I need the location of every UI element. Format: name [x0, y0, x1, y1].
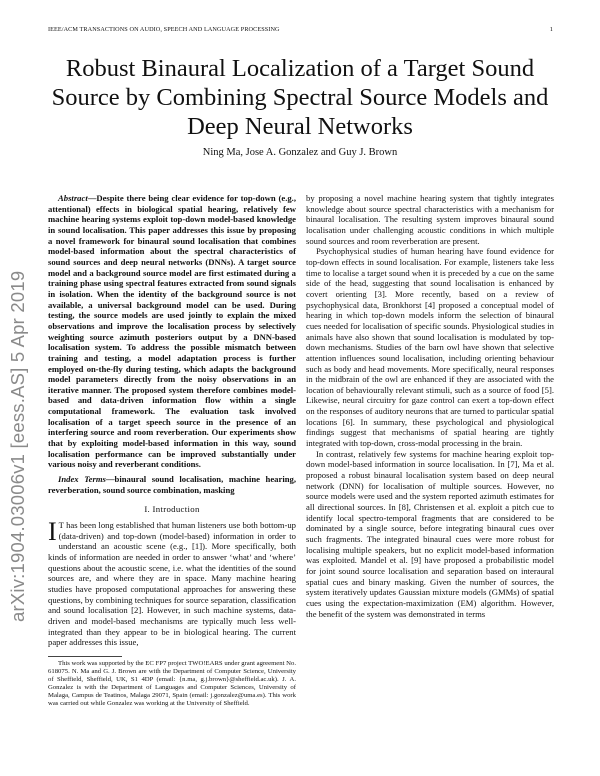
- dropcap: I: [48, 517, 57, 547]
- abstract-label: Abstract: [58, 193, 88, 203]
- left-column: [48, 193, 296, 708]
- authors: Ning Ma, Jose A. Gonzalez and Guy J. Brown: [202, 147, 398, 158]
- right-paragraph-3: In contrast, relatively few systems for machine hearing exploit top-down model-based information in source localisation. In [7], Ma et al. proposed a robust binaural localisation system based on deep neural network (DNN) for localisation of multiple sources. However, no source models were used and the system reported azimuth estimates for all directional sources. In [8], Christensen et al. exploit a pitch cue to identify local spectro-temporal fragments that are considered to be dominated by a single source, before integrating binaural cues over such fragments. The integrated binaural cues were more robust for localising multiple speakers, but no explicit model-based information was exploited. Mandel et al. [9] have proposed a probabilistic model for joint sound source localisation and separation based on interaural spatial cues and binary masking. Given the number of sources, the system iteratively updates Gaussian mixture models (GMMs) of spatial cues using the expectation-maximization (EM) algorithm. However, the benefit of the system was demonstrated in terms: [306, 448, 554, 619]
- index-terms-label: Index Terms: [58, 474, 106, 485]
- section-heading-introduction: I. Introduction: [144, 504, 200, 515]
- footnote-rule: [48, 656, 122, 657]
- index-terms-text: —binaural sound localisation, machine hearing, reverberation, sound source combination, masking: [48, 474, 296, 495]
- intro-paragraph-text: T has been long established that human listeners use both bottom-up (data-driven) and top-down (model-based) information in order to understand an acoustic scene (e.g., [1]). More specifically, both kinds of information are needed in order to answer ‘what’ and ‘where’ questions about the acoustic scene, i.e. what the identities of the sound sources are, and where they are in space. Many machine hearing studies have proposed computational approaches for answering these questions, by combining techniques for source separation, classification and sound localisation [2]. However, in such machine systems, data-driven and model-based mechanisms are typically much less well-integrated than they appear to be in biological hearing. The current paper addresses this issue,: [48, 520, 296, 648]
- footnote: This work was supported by the EC FP7 project TWO!EARS under grant agreement No. 618075. N. Ma and G. J. Brown are with the Department of Computer Science, University of Sheffield, Sheffield, UK, S1 4DP (email: {n.ma, g.j.brown}@sheffield.ac.uk). J. A. Gonzalez is with the Department of Languages and Computer Sciences, University of Malaga, Campus de Teatinos, Malaga 29071, Spain (email: j.gonzalez@uma.es). This work was carried out while Gonzalez was working at the University of Sheffield.: [48, 659, 296, 707]
- right-paragraph-1: by proposing a novel machine hearing system that tightly integrates knowledge about source spectral characteristics with a mechanism for binaural localisation. The resulting system improves binaural sound localisation under challenging acoustic conditions in which multiple sound sources and room reverberation are present.: [306, 193, 554, 246]
- right-paragraph-2: Psychophysical studies of human hearing have found evidence for top-down effects in sound localisation. For example, listeners take less time to localise a target sound when it is preceded by a cue on the same side of the head, suggesting that sound localisation is enhanced by covert orienting [3]. More recently, based on a review of psychophysical data, Bronkhorst [4] proposed a conceptual model of hearing in which top-down models inform the selection of binaural cues needed for localisation of specific sounds. Physiological studies in animals have also shown that sound localisation is modulated by top-down mechanisms. Studies of the barn owl have shown that selective attention influences sound localisation, including orienting behaviour such as body and head movements. More specifically, neural responses in the midbrain of the owl are enhanced if they are associated with the location of behaviourally relevant stimuli, such as a source of food [5]. Likewise, neural circuitry for gaze control can exert a top-down effect on the responses of auditory neurons that are turned to particular spatial locations [6]. In summary, these psychological and physiological findings suggest that mechanisms of spatial hearing are tightly integrated with top-down, cross-modal processing in the brain.: [306, 246, 554, 449]
- abstract: [48, 193, 296, 470]
- arxiv-stamp: arXiv:1904.03006v1 [eess.AS] 5 Apr 2019: [7, 270, 28, 622]
- right-column: [306, 193, 554, 619]
- running-header: IEEE/ACM TRANSACTIONS ON AUDIO, SPEECH AND LANGUAGE PROCESSING: [48, 26, 280, 33]
- intro-paragraph: [48, 517, 296, 648]
- page-number: 1: [549, 26, 553, 33]
- paper-title: Robust Binaural Localization of a Target Sound Source by Combining Spectral Source Models and Deep Neural Networks: [51, 55, 549, 140]
- index-terms: [48, 474, 296, 495]
- abstract-text: —Despite there being clear evidence for top-down (e.g., attentional) effects in biological spatial hearing, relatively few machine hearing systems exploit top-down model-based knowledge in sound localisation. This paper addresses this issue by proposing a novel framework for binaural sound localisation that combines model-based information about the spectral characteristics of sound sources and deep neural networks (DNNs). A target source model and a background source model are first estimated during a training phase using spectral features extracted from sound signals in isolation. When the identity of the background source is not available, a universal background model can be used. During testing, the source models are used jointly to explain the mixed observations and improve the localisation process by selectively weighting source azimuth posteriors output by a DNN-based localisation system. To address the possible mismatch between training and testing, a model adaptation process is further employed on-the-fly during testing, which adapts the background model parameters directly from the noisy observations in an iterative manner. The proposed system therefore combines model-based and data-driven information flow within a single computational framework. The evaluation task involved localisation of a target speech source in the presence of an interfering source and room reverberation. Our experiments show that by exploiting model-based information in this way, sound localisation performance can be improved substantially under various noisy and reverberant conditions.: [48, 193, 296, 470]
